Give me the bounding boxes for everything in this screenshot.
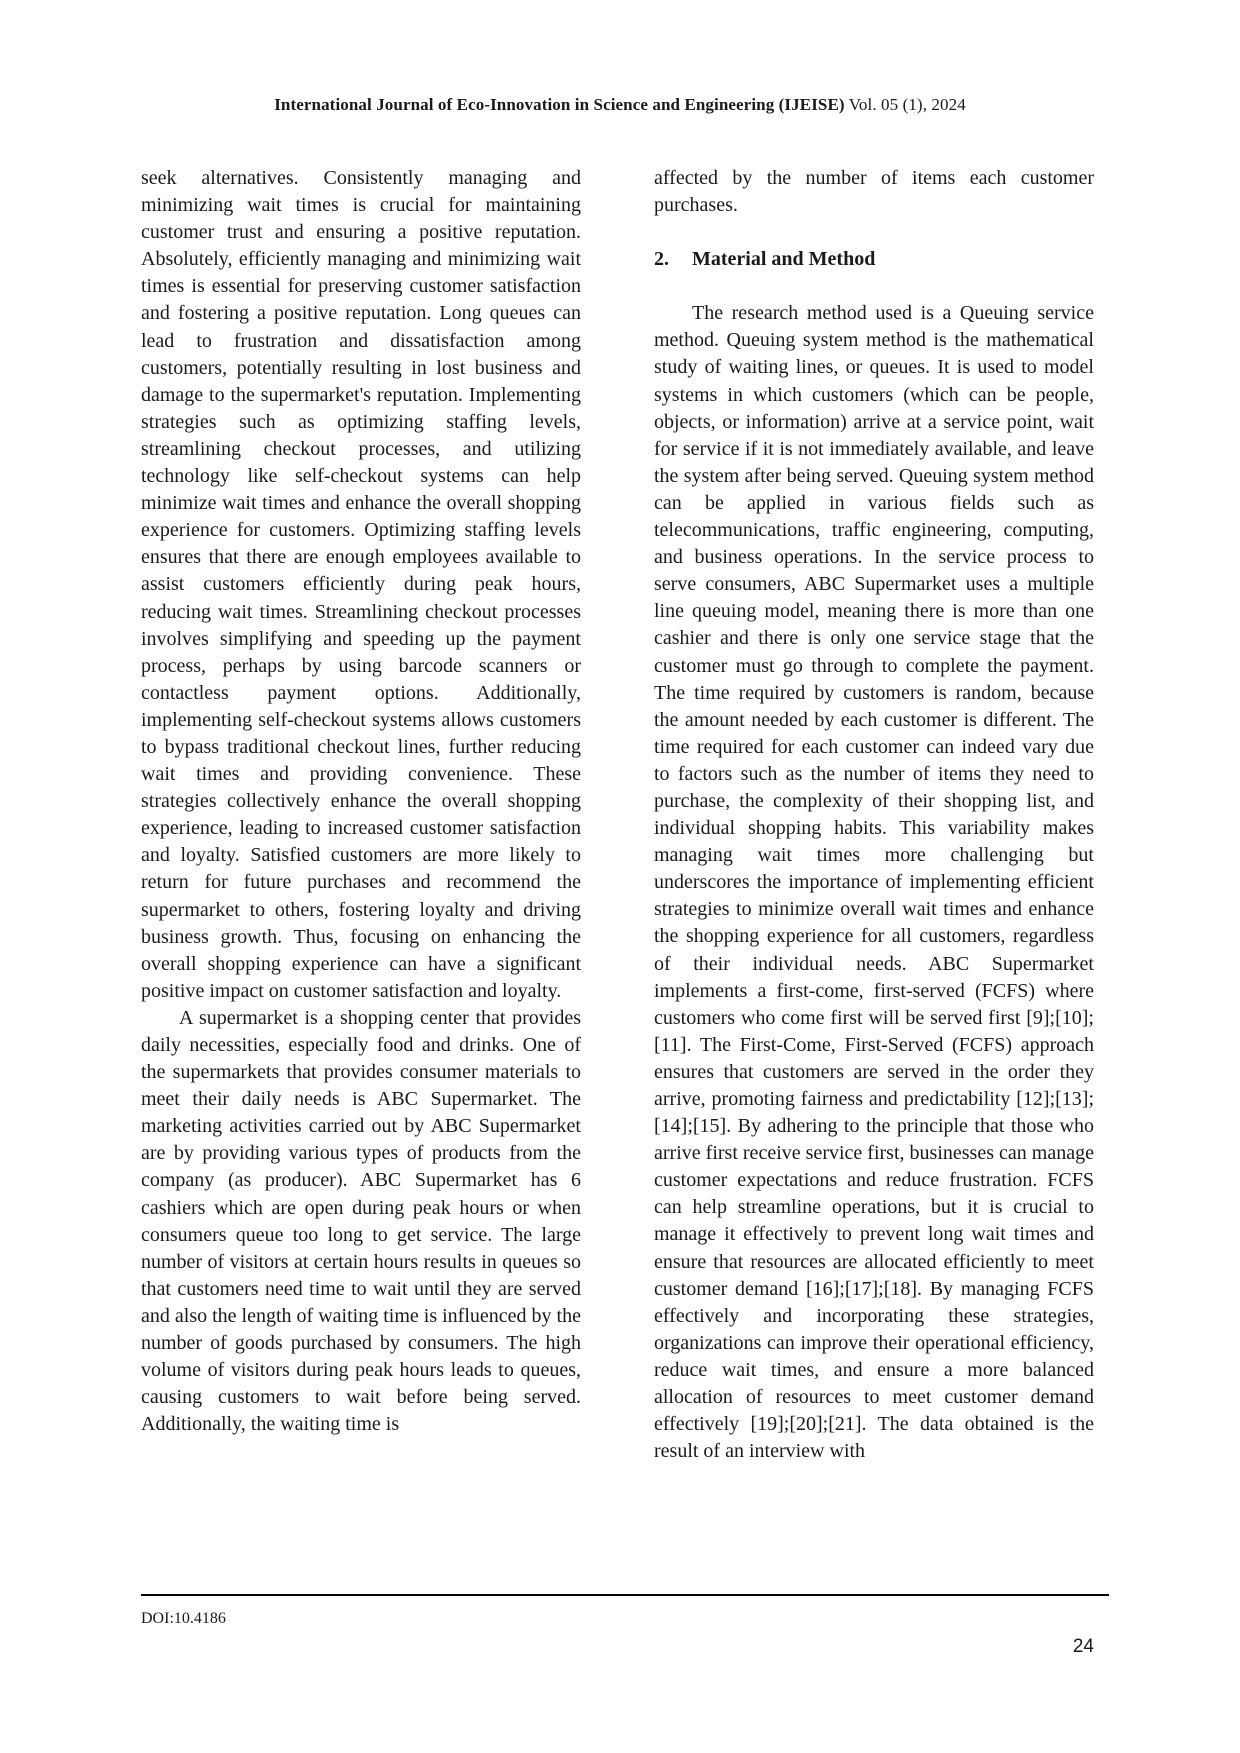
body-paragraph: seek alternatives. Consistently managing and minimizing wait times is crucial for maintaining customer trust and ensuring a positive reputation. Absolutely, efficiently managing and minimizing wait times is essential for preserving customer satisfaction and fostering a positive reputation. Long queues can lead to frustration and dissatisfaction among customers, potentially resulting in lost business and damage to the supermarket's reputation. Implementing strategies such as optimizing staffing levels, streamlining checkout processes, and utilizing technology like self-checkout systems can help minimize wait times and enhance the overall shopping experience for customers. Optimizing staffing levels ensures that there are enough employees available to assist customers efficiently during peak hours, reducing wait times. Streamlining checkout processes involves simplifying and speeding up the payment process, perhaps by using barcode scanners or contactless payment options. Additionally, implementing self-checkout systems allows customers to bypass traditional checkout lines, further reducing wait times and providing convenience. These strategies collectively enhance the overall shopping experience, leading to increased customer satisfaction and loyalty. Satisfied customers are more likely to return for future purchases and recommend the supermarket to others, fostering loyalty and driving business growth. Thus, focusing on enhancing the overall shopping experience can have a significant positive impact on customer satisfaction and loyalty. [141,167,581,1002]
body-paragraph: affected by the number of items each customer purchases. [654,167,1094,217]
body-paragraph: The research method used is a Queuing service method. Queuing system method is the mathematical study of waiting lines, or queues. It is used to model systems in which customers (which can be people, objects, or information) arrive at a service point, wait for service if it is not immediately available, and leave the system after being served. Queuing system method can be applied in various fields such as telecommunications, traffic engineering, computing, and business operations. In the service process to serve consumers, ABC Supermarket uses a multiple line queuing model, meaning there is more than one cashier and there is only one service stage that the customer must go through to complete the payment. The time required by customers is random, because the amount needed by each customer is different. The time required for each customer can indeed vary due to factors such as the number of items they need to purchase, the complexity of their shopping list, and individual shopping habits. This variability makes managing wait times more challenging but underscores the importance of implementing efficient strategies to minimize overall wait times and enhance the shopping experience for all customers, regardless of their individual needs. ABC Supermarket implements a first-come, first-served (FCFS) where customers who come first will be served first [9];[10];[11]. The First-Come, First-Served (FCFS) approach ensures that customers are served in the order they arrive, promoting fairness and predictability [12];[13];[14];[15]. By adhering to the principle that those who arrive first receive service first, businesses can manage customer expectations and reduce frustration. FCFS can help streamline operations, but it is crucial to manage it effectively to prevent long wait times and ensure that resources are allocated efficiently to meet customer demand [16];[17];[18]. By managing FCFS effectively and incorporating these strategies, organizations can improve their operational efficiency, reduce wait times, and ensure a more balanced allocation of resources to meet customer demand effectively [19];[20];[21]. The data obtained is the result of an interview with [654,302,1094,1463]
left-column [141,165,581,1438]
body-paragraph: A supermarket is a shopping center that provides daily necessities, especially food and drinks. One of the supermarkets that provides consumer materials to meet their daily needs is ABC Supermarket. The marketing activities carried out by ABC Supermarket are by providing various types of products from the company (as producer). ABC Supermarket has 6 cashiers which are open during peak hours or when consumers queue too long to get service. The large number of visitors at certain hours results in queues so that customers need time to wait until they are served and also the length of waiting time is influenced by the number of goods purchased by consumers. The high volume of visitors during peak hours leads to queues, causing customers to wait before being served. Additionally, the waiting time is [141,1006,581,1436]
volume-info: Vol. 05 (1), 2024 [844,95,966,114]
running-header [0,95,1240,115]
journal-title: International Journal of Eco-Innovation in Science and Engineering (IJEISE) [274,95,845,114]
section-heading [654,246,1094,273]
page-number: 24 [1072,1636,1094,1657]
right-column [654,165,1094,1465]
section-title: Material and Method [692,248,876,271]
footer-divider [141,1594,1109,1596]
doi-label: DOI:10.4186 [141,1610,226,1627]
section-number: 2. [654,248,669,271]
